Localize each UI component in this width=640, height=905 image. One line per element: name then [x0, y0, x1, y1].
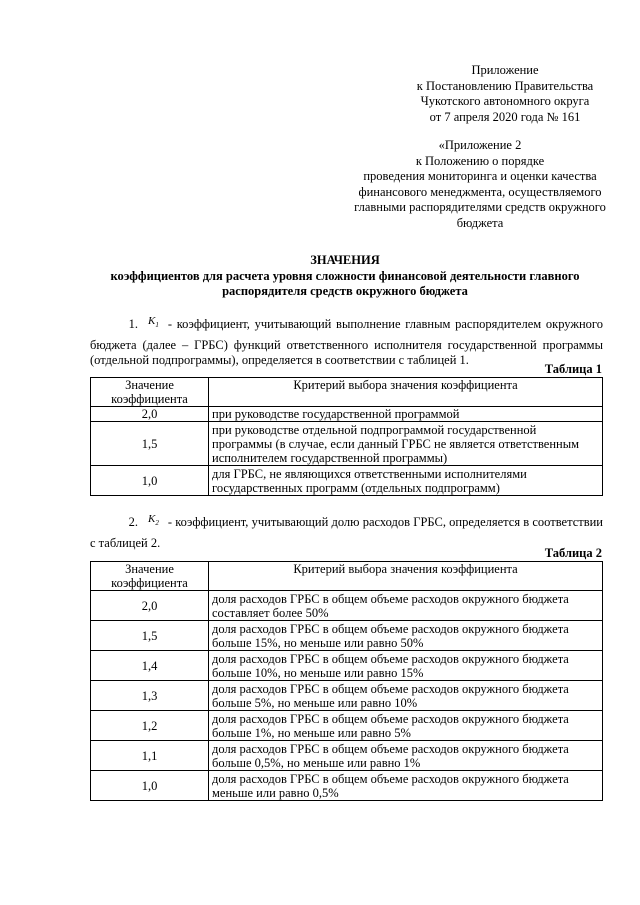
value-cell: 1,0 — [91, 466, 209, 496]
inner-header-line: проведения мониторинга и оценки качества — [363, 169, 597, 183]
appendix-header-line: от 7 апреля 2020 года № 161 — [429, 109, 581, 124]
table-2 — [90, 561, 603, 801]
value-cell: 1,4 — [91, 651, 209, 681]
inner-header-line: финансового менеджмента, осуществляемого — [358, 184, 602, 199]
table-header-row — [91, 378, 603, 407]
inner-header — [330, 138, 630, 231]
value-cell: 1,5 — [91, 621, 209, 651]
criterion-cell: для ГРБС, не являющихся ответственными исполнителями государственных программ (отдельных подпрограмм) — [209, 466, 603, 496]
title-line: коэффициентов для расчета уровня сложности финансовой деятельности главного — [110, 268, 580, 283]
section-2-text: - коэффициент, учитывающий долю расходов ГРБС, определяется в соответствии с таблицей 2. — [90, 515, 603, 550]
k2-index: 2 — [155, 519, 159, 528]
value-cell: 1,3 — [91, 681, 209, 711]
table-row — [91, 771, 603, 801]
table-2-caption: Таблица 2 — [544, 546, 602, 560]
table-1 — [90, 377, 603, 496]
table-row — [91, 407, 603, 422]
inner-header-line: бюджета — [456, 215, 504, 230]
title-line: ЗНАЧЕНИЯ — [310, 253, 380, 267]
criterion-cell: доля расходов ГРБС в общем объеме расходов окружного бюджета больше 15%, но меньше или равно 50% — [209, 621, 603, 651]
inner-header-line: к Положению о порядке — [415, 153, 545, 168]
criterion-cell: доля расходов ГРБС в общем объеме расходов окружного бюджета меньше или равно 0,5% — [209, 771, 603, 801]
criterion-cell: доля расходов ГРБС в общем объеме расходов окружного бюджета больше 1%, но меньше или равно 5% — [209, 711, 603, 741]
k1-symbol — [148, 315, 159, 330]
value-cell: 2,0 — [91, 407, 209, 422]
table-row — [91, 711, 603, 741]
value-cell: 1,1 — [91, 741, 209, 771]
header-criterion-cell: Критерий выбора значения коэффициента — [209, 378, 603, 407]
table-header-row — [91, 562, 603, 591]
value-cell: 1,0 — [91, 771, 209, 801]
criterion-cell: доля расходов ГРБС в общем объеме расходов окружного бюджета составляет более 50% — [209, 591, 603, 621]
header-value-cell: Значение коэффициента — [91, 562, 209, 591]
table-row — [91, 681, 603, 711]
section-1-text: - коэффициент, учитывающий выполнение главным распорядителем окружного бюджета (далее – ГРБС) функций ответственного исполнителя государственной программы (отдельной подпрограммы), определяется в соответствии с таблицей 1. — [90, 317, 603, 368]
document-title — [90, 253, 600, 300]
inner-header-line: «Приложение 2 — [438, 138, 522, 152]
value-cell: 2,0 — [91, 591, 209, 621]
title-line: распорядителя средств окружного бюджета — [222, 284, 468, 298]
appendix-header-line: к Постановлению Правительства — [416, 78, 594, 93]
appendix-header-line: Чукотского автономного округа — [420, 94, 590, 108]
appendix-header-line: Приложение — [471, 63, 539, 77]
header-criterion-cell: Критерий выбора значения коэффициента — [209, 562, 603, 591]
table-row — [91, 741, 603, 771]
k2-symbol — [148, 513, 159, 528]
criterion-cell: при руководстве государственной программой — [209, 407, 603, 422]
k1-index: 1 — [155, 321, 159, 330]
criterion-cell: доля расходов ГРБС в общем объеме расходов окружного бюджета больше 0,5%, но меньше или равно 1% — [209, 741, 603, 771]
section-2-paragraph — [90, 515, 603, 551]
value-cell: 1,5 — [91, 422, 209, 466]
table-row — [91, 651, 603, 681]
criterion-cell: доля расходов ГРБС в общем объеме расходов окружного бюджета больше 5%, но меньше или равно 10% — [209, 681, 603, 711]
table-row — [91, 466, 603, 496]
table-row — [91, 621, 603, 651]
appendix-header — [380, 63, 630, 125]
criterion-cell: доля расходов ГРБС в общем объеме расходов окружного бюджета больше 10%, но меньше или равно 15% — [209, 651, 603, 681]
section-1-number: 1. — [128, 317, 138, 331]
inner-header-line: главными распорядителями средств окружного — [354, 200, 606, 214]
table-row — [91, 422, 603, 466]
section-1-paragraph — [90, 317, 603, 369]
criterion-cell: при руководстве отдельной подпрограммой государственной программы (в случае, если данный ГРБС не является ответственным исполнителем государственной программы) — [209, 422, 603, 466]
table-row — [91, 591, 603, 621]
header-value-cell: Значение коэффициента — [91, 378, 209, 407]
section-2-number: 2. — [128, 515, 138, 529]
value-cell: 1,2 — [91, 711, 209, 741]
table-1-caption: Таблица 1 — [544, 362, 602, 376]
k2-letter: K — [148, 513, 156, 525]
k1-letter: K — [148, 315, 156, 327]
